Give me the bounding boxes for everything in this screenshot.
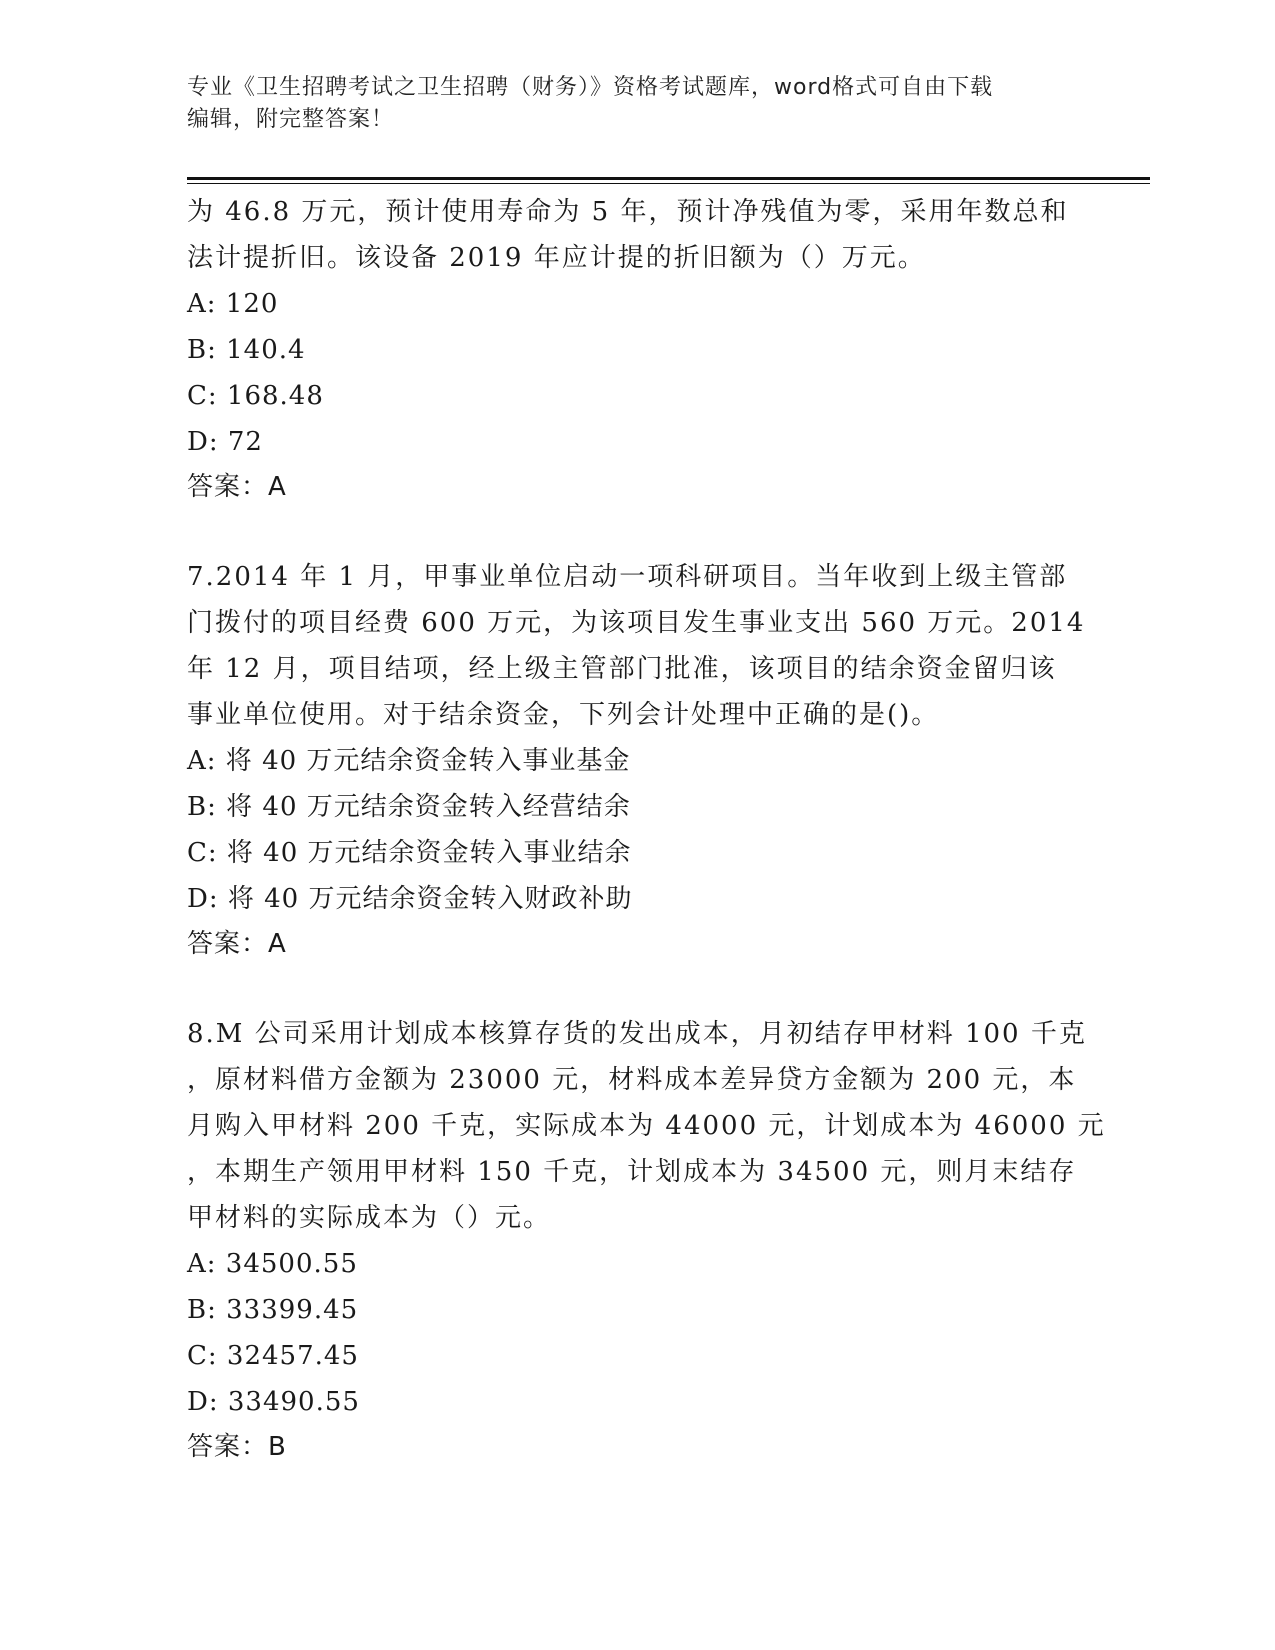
question-block xyxy=(187,554,1087,966)
document-header xyxy=(187,72,1087,136)
option-c: C: 32457.45 xyxy=(187,1341,359,1371)
answer-label: 答案：A xyxy=(187,472,287,502)
header-divider-thin xyxy=(187,183,1150,184)
question-text-line: 月购入甲材料 200 千克，实际成本为 44000 元，计划成本为 46000 元 xyxy=(187,1111,1106,1141)
question-text-line: 门拨付的项目经费 600 万元，为该项目发生事业支出 560 万元。2014 xyxy=(187,608,1086,638)
answer-label: 答案：B xyxy=(187,1432,287,1462)
question-text-line: ，原材料借方金额为 23000 元，材料成本差异贷方金额为 200 元，本 xyxy=(187,1065,1077,1095)
option-b: B: 将 40 万元结余资金转入经营结余 xyxy=(187,792,631,822)
question-spacer xyxy=(187,966,1087,1011)
option-d: D: 33490.55 xyxy=(187,1387,360,1417)
question-list xyxy=(187,189,1106,1469)
option-b: B: 33399.45 xyxy=(187,1295,359,1325)
option-d: D: 将 40 万元结余资金转入财政补助 xyxy=(187,884,633,914)
option-c: C: 将 40 万元结余资金转入事业结余 xyxy=(187,838,632,868)
question-block xyxy=(187,189,1087,509)
question-block xyxy=(187,1011,1106,1469)
option-b: B: 140.4 xyxy=(187,335,306,365)
answer-label: 答案：A xyxy=(187,929,287,959)
header-line-2: 编辑，附完整答案！ xyxy=(187,107,395,132)
option-a: A: 120 xyxy=(187,289,279,319)
question-text-line: 事业单位使用。对于结余资金，下列会计处理中正确的是()。 xyxy=(187,700,940,730)
option-a: A: 将 40 万元结余资金转入事业基金 xyxy=(187,746,631,776)
question-text-line: ，本期生产领用甲材料 150 千克，计划成本为 34500 元，则月末结存 xyxy=(187,1157,1077,1187)
header-divider-thick xyxy=(187,177,1150,180)
option-c: C: 168.48 xyxy=(187,381,324,411)
option-a: A: 34500.55 xyxy=(187,1249,358,1279)
question-text-line: 8.M 公司采用计划成本核算存货的发出成本，月初结存甲材料 100 千克 xyxy=(187,1019,1087,1049)
option-d: D: 72 xyxy=(187,427,263,457)
question-text-line: 甲材料的实际成本为（）元。 xyxy=(187,1203,552,1233)
question-text-line: 法计提折旧。该设备 2019 年应计提的折旧额为（）万元。 xyxy=(187,243,926,273)
question-text-line: 年 12 月，项目结项，经上级主管部门批准，该项目的结余资金留归该 xyxy=(187,654,1057,684)
question-spacer xyxy=(187,509,1087,554)
header-line-1: 专业《卫生招聘考试之卫生招聘（财务）》资格考试题库，word格式可自由下载 xyxy=(187,75,994,100)
question-text-line: 为 46.8 万元，预计使用寿命为 5 年，预计净残值为零，采用年数总和 xyxy=(187,197,1069,227)
question-text-line: 7.2014 年 1 月，甲事业单位启动一项科研项目。当年收到上级主管部 xyxy=(187,562,1068,592)
